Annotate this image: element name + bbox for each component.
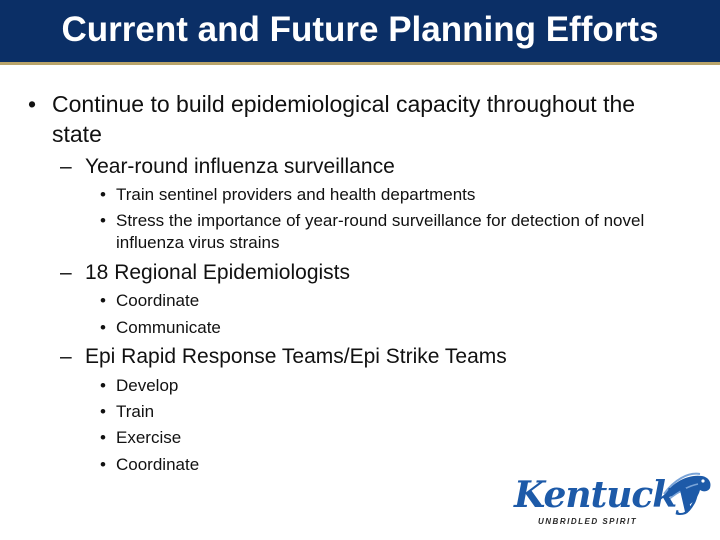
slide-title: Current and Future Planning Efforts [61, 10, 659, 49]
logo-tagline: UNBRIDLED SPIRIT [538, 517, 638, 526]
bullet-marker: • [100, 291, 106, 310]
list-item-text: Train [116, 402, 155, 421]
bullet-marker: • [100, 318, 106, 337]
section-heading-text: Year-round influenza surveillance [85, 155, 395, 178]
dash-marker: – [60, 155, 72, 178]
list-item-text: Communicate [116, 318, 221, 337]
list-item-text: Develop [116, 376, 179, 395]
dash-marker: – [60, 345, 72, 368]
bullet-marker: • [100, 455, 106, 474]
list-item-text: Train sentinel providers and health departments [116, 185, 476, 204]
bullet-marker: • [100, 211, 106, 230]
main-bullet-text: Continue to build epidemiological capacity throughout the state [52, 91, 636, 147]
section-heading-text: 18 Regional Epidemiologists [85, 261, 350, 284]
list-item-text: Coordinate [116, 455, 200, 474]
list-item-text: Exercise [116, 428, 182, 447]
bullet-marker: • [100, 428, 106, 447]
list-item-text: Stress the importance of year-round surveillance for detection of novel influenza virus strains [116, 211, 645, 252]
bullet-marker: • [100, 402, 106, 421]
bullet-marker: • [28, 91, 37, 117]
bullet-marker: • [100, 376, 106, 395]
kentucky-logo [508, 468, 714, 534]
dash-marker: – [60, 261, 72, 284]
bullet-marker: • [100, 185, 106, 204]
list-item-text: Coordinate [116, 291, 200, 310]
logo-wordmark: Kentucky [514, 474, 697, 516]
section-heading-text: Epi Rapid Response Teams/Epi Strike Teams [85, 345, 507, 368]
